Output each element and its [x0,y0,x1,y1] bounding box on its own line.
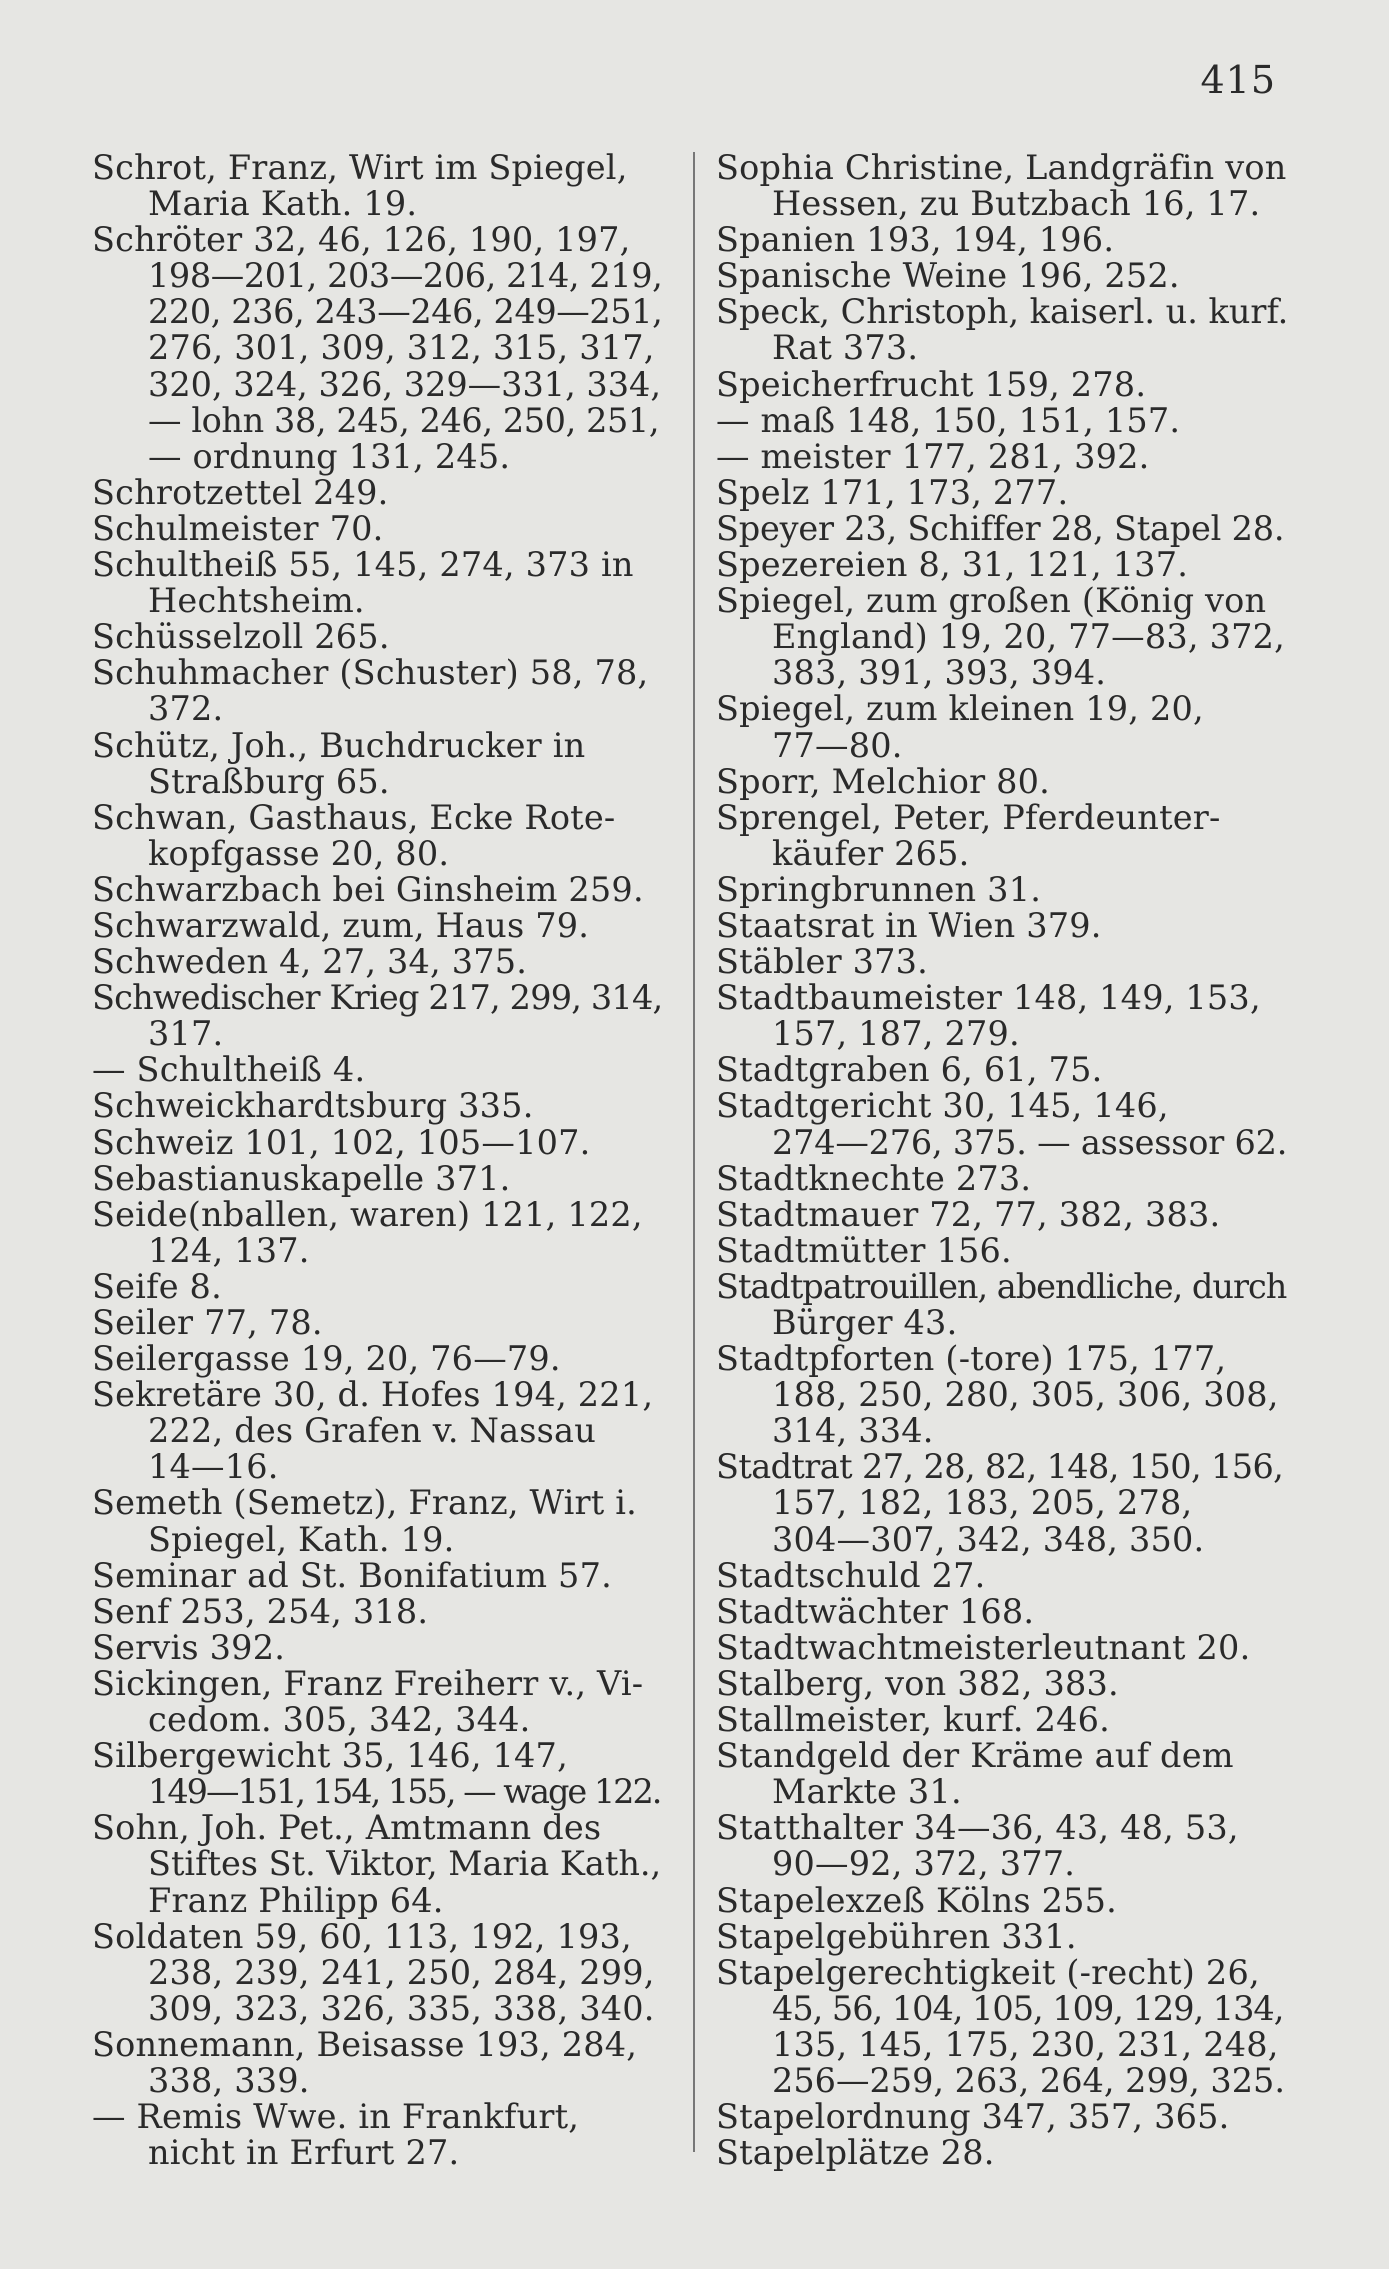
index-entry: Stapelordnung 347, 357, 365. [716,2097,1230,2137]
index-entry: Schwan, Gasthaus, Ecke Rote- [92,797,616,837]
index-entry: Spiegel, zum kleinen 19, 20, [716,689,1204,729]
index-entry-continuation: Straßburg 65. [148,761,390,801]
index-entry-continuation: 383, 391, 393, 394. [772,653,1107,693]
index-column-left [92,150,662,2171]
index-entry: Schütz, Joh., Buchdrucker in [92,725,586,765]
index-entry: Stadtgericht 30, 145, 146, [716,1086,1169,1126]
index-entry-continuation: 309, 323, 326, 335, 338, 340. [148,1988,655,2028]
index-entry: Sporr, Melchior 80. [716,761,1051,801]
index-entry: Silbergewicht 35, 146, 147, [92,1736,568,1776]
index-entry-continuation: käufer 265. [772,833,970,873]
index-entry: Schweickhardtsburg 335. [92,1086,534,1126]
index-entry: — Schultheiß 4. [92,1050,366,1090]
index-entry: Seife 8. [92,1266,222,1306]
index-entry: — maß 148, 150, 151, 157. [716,400,1181,440]
index-entry: Schweiz 101, 102, 105—107. [92,1122,591,1162]
page-number: 415 [1200,58,1276,102]
index-entry: Schweden 4, 27, 34, 375. [92,942,528,982]
index-entry: Schwedischer Krieg 217, 299, 314, [92,978,663,1018]
index-entry: Staatsrat in Wien 379. [716,905,1102,945]
index-entry-continuation: 90—92, 372, 377. [772,1844,1076,1884]
index-entry: Spanien 193, 194, 196. [716,220,1115,260]
index-entry: Stadtgraben 6, 61, 75. [716,1050,1103,1090]
index-entry: — Remis Wwe. in Frankfurt, [92,2097,580,2137]
index-entry-continuation: 77—80. [772,725,903,765]
index-entry-continuation: Maria Kath. 19. [148,184,418,224]
index-entry: Schröter 32, 46, 126, 190, 197, [92,220,631,260]
index-entry: Soldaten 59, 60, 113, 192, 193, [92,1916,632,1956]
index-entry: Speyer 23, Schiffer 28, Stapel 28. [716,508,1285,548]
index-entry: Seilergasse 19, 20, 76—79. [92,1339,561,1379]
index-entry: Spiegel, zum großen (König von [716,581,1267,621]
index-entry: Stadtpforten (-tore) 175, 177, [716,1339,1227,1379]
index-entry: Stapelgerechtigkeit (-recht) 26, [716,1952,1260,1992]
index-entry: Stadtwachtmeisterleutnant 20. [716,1627,1251,1667]
index-entry: Statthalter 34—36, 43, 48, 53, [716,1808,1239,1848]
index-entry-continuation: kopfgasse 20, 80. [148,833,450,873]
index-entry-continuation: 276, 301, 309, 312, 315, 317, [148,328,655,368]
index-entry: Sohn, Joh. Pet., Amtmann des [92,1808,602,1848]
index-entry: Stalberg, von 382, 383. [716,1663,1119,1703]
index-entry: Stapelexzeß Kölns 255. [716,1880,1118,1920]
index-entry: Schüsselzoll 265. [92,617,390,657]
index-entry: Schwarzwald, zum, Haus 79. [92,905,590,945]
index-entry: Springbrunnen 31. [716,869,1042,909]
index-entry-continuation: 304—307, 342, 348, 350. [772,1519,1205,1559]
index-entry-continuation: Stiftes St. Viktor, Maria Kath., [148,1844,662,1884]
index-entry: Spelz 171, 173, 277. [716,472,1069,512]
index-entry: — meister 177, 281, 392. [716,436,1150,476]
index-entry-continuation: 198—201, 203—206, 214, 219, [148,256,663,296]
index-entry-continuation: Bürger 43. [772,1303,958,1342]
index-entry: Stadtpatrouillen, abendliche, durch [716,1266,1287,1306]
index-entry: Sickingen, Franz Freiherr v., Vi- [92,1663,644,1703]
index-entry-continuation: — ordnung 131, 245. [148,436,511,476]
index-entry-continuation: Hessen, zu Butzbach 16, 17. [772,184,1261,224]
index-entry: Stadtknechte 273. [716,1158,1032,1198]
index-entry-continuation: 157, 187, 279. [772,1014,1020,1054]
index-entry: Stadtbaumeister 148, 149, 153, [716,978,1261,1018]
index-entry: Stallmeister, kurf. 246. [716,1700,1111,1740]
index-entry: Sprengel, Peter, Pferdeunter- [716,797,1221,837]
index-entry: Stäbler 373. [716,942,929,982]
index-entry: Speck, Christoph, kaiserl. u. kurf. [716,292,1289,332]
index-entry-continuation: 124, 137. [148,1230,310,1270]
index-entry: Stadtschuld 27. [716,1555,986,1595]
index-entry-continuation: 372. [148,689,224,729]
index-entry: Schultheiß 55, 145, 274, 373 in [92,545,634,585]
index-entry-continuation: 14—16. [148,1447,279,1487]
index-entry: Stapelplätze 28. [716,2133,995,2173]
index-entry: Stadtrat 27, 28, 82, 148, 150, 156, [716,1447,1284,1487]
index-entry: Semeth (Semetz), Franz, Wirt i. [92,1483,637,1523]
index-entry: Spanische Weine 196, 252. [716,256,1180,296]
index-entry: Sonnemann, Beisasse 193, 284, [92,2024,638,2064]
index-entry-continuation: 320, 324, 326, 329—331, 334, [148,364,661,404]
index-entry: Seide(nballen, waren) 121, 122, [92,1194,643,1234]
index-column-right [716,150,1288,2171]
index-entry-continuation: 188, 250, 280, 305, 306, 308, [772,1375,1279,1415]
column-divider [693,152,695,2152]
index-entry-continuation: 45, 56, 104, 105, 109, 129, 134, [772,1988,1284,2028]
index-entry: Stadtwächter 168. [716,1591,1035,1631]
index-entry-continuation: nicht in Erfurt 27. [148,2133,460,2173]
index-entry-continuation: 149—151, 154, 155, — wage 122. [148,1772,661,1812]
index-entry: Speicherfrucht 159, 278. [716,364,1147,404]
index-entry-continuation: Spiegel, Kath. 19. [148,1519,455,1559]
index-entry: Seminar ad St. Bonifatium 57. [92,1555,612,1595]
index-entry-continuation: — lohn 38, 245, 246, 250, 251, [148,400,660,440]
index-entry-continuation: 135, 145, 175, 230, 231, 248, [772,2024,1279,2064]
index-entry: Servis 392. [92,1627,286,1667]
index-entry: Standgeld der Kräme auf dem [716,1736,1234,1776]
index-entry: Sebastianuskapelle 371. [92,1158,511,1198]
index-entry: Schuhmacher (Schuster) 58, 78, [92,653,649,693]
index-entry: Sophia Christine, Landgräfin von [716,148,1287,187]
index-entry-continuation: 222, des Grafen v. Nassau [148,1411,597,1451]
index-entry: Schulmeister 70. [92,508,384,548]
index-entry-continuation: Markte 31. [772,1772,962,1812]
index-entry-continuation: 238, 239, 241, 250, 284, 299, [148,1952,655,1992]
index-entry: Schrotzettel 249. [92,472,389,512]
index-entry: Stadtmütter 156. [716,1230,1012,1270]
index-entry: Senf 253, 254, 318. [92,1591,429,1631]
index-entry-continuation: 317. [148,1014,224,1054]
index-entry: Sekretäre 30, d. Hofes 194, 221, [92,1375,654,1415]
index-entry: Schrot, Franz, Wirt im Spiegel, [92,148,628,187]
index-entry-continuation: 220, 236, 243—246, 249—251, [148,292,663,332]
index-entry: Schwarzbach bei Ginsheim 259. [92,869,644,909]
index-entry-continuation: 274—276, 375. — assessor 62. [772,1122,1288,1162]
index-entry: Spezereien 8, 31, 121, 137. [716,545,1189,585]
index-entry: Stadtmauer 72, 77, 382, 383. [716,1194,1221,1234]
index-entry: Stapelgebühren 331. [716,1916,1077,1956]
index-entry-continuation: England) 19, 20, 77—83, 372, [772,617,1285,657]
index-entry-continuation: 314, 334. [772,1411,934,1451]
index-entry-continuation: Hechtsheim. [148,581,365,621]
index-entry-continuation: Franz Philipp 64. [148,1880,444,1920]
index-entry-continuation: Rat 373. [772,328,919,368]
index-entry-continuation: 157, 182, 183, 205, 278, [772,1483,1193,1523]
index-entry-continuation: cedom. 305, 342, 344. [148,1700,531,1740]
index-entry-continuation: 256—259, 263, 264, 299, 325. [772,2060,1285,2100]
index-entry: Seiler 77, 78. [92,1303,323,1342]
index-entry-continuation: 338, 339. [148,2060,310,2100]
